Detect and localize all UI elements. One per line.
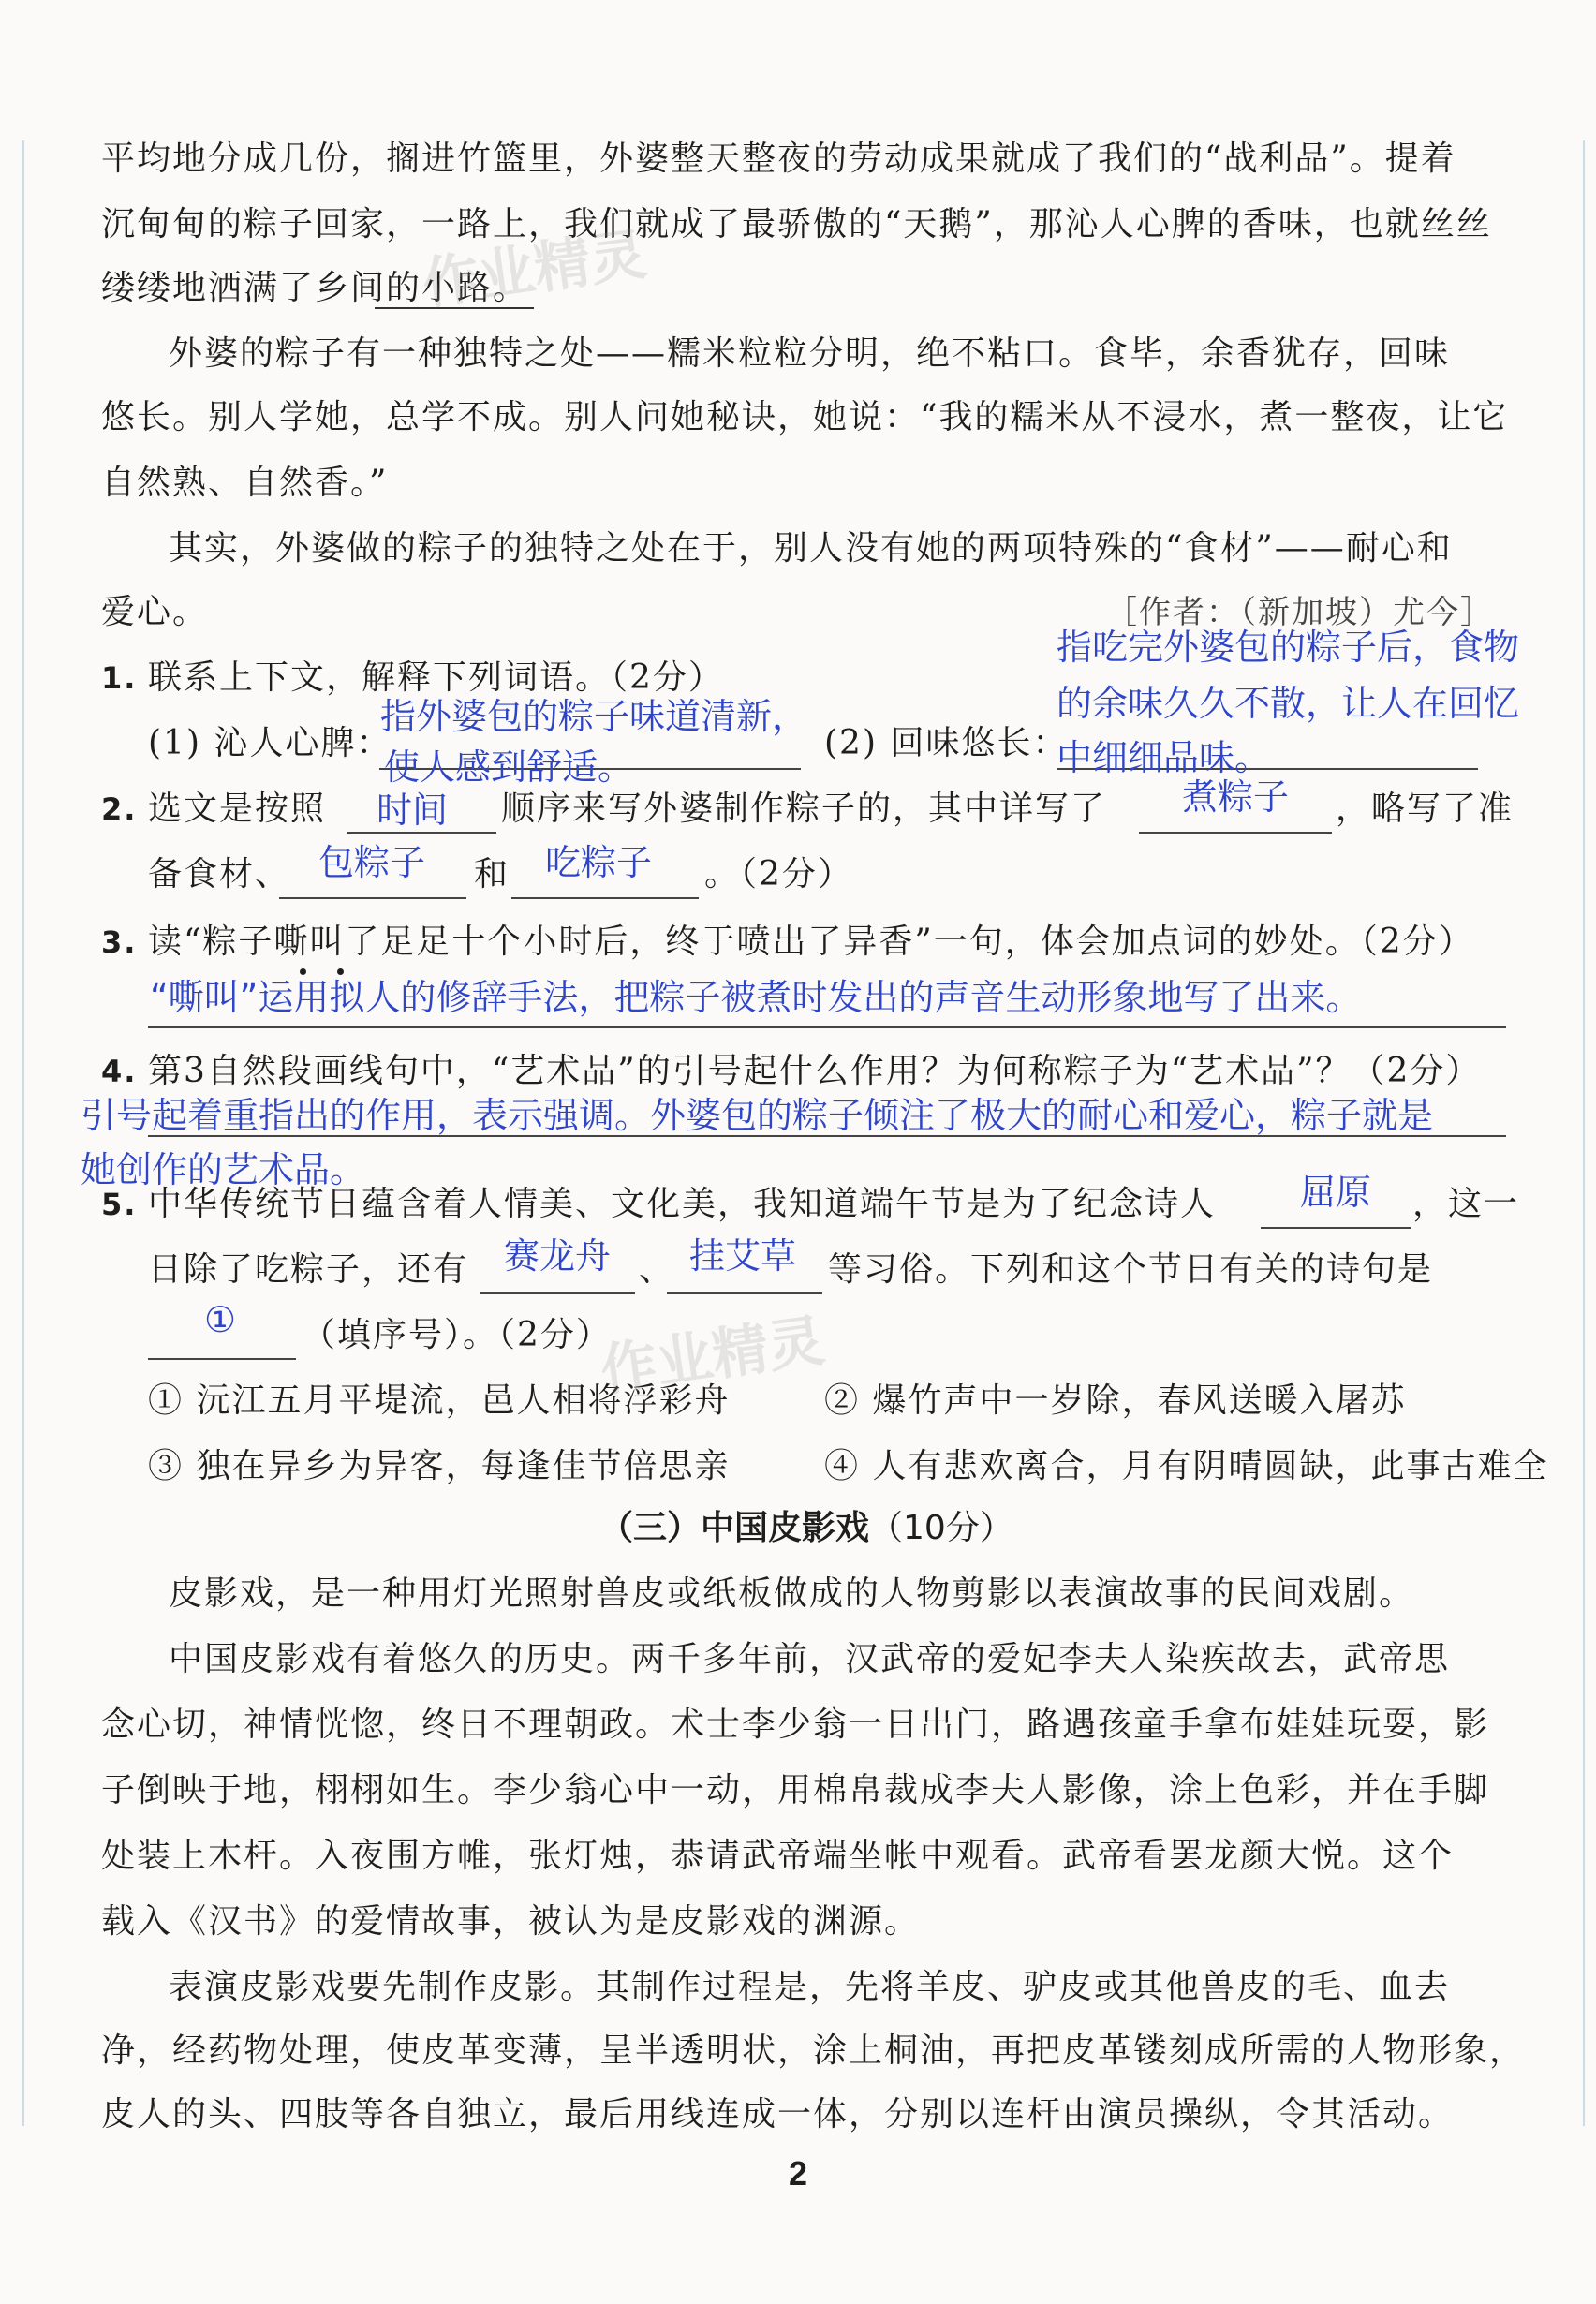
- passage-line: 悠长。别人学她，总学不成。别人问她秘诀，她说：“我的糯米从不浸水，煮一整夜，让它: [101, 398, 1509, 436]
- handwritten-answer: 中细细品味。: [1057, 737, 1271, 778]
- question-text: 选文是按照: [148, 790, 327, 828]
- question-number: 5.: [101, 1187, 138, 1222]
- question-text: 中华传统节日蕴含着人情美、文化美，我知道端午节是为了纪念诗人: [148, 1185, 1217, 1223]
- passage-line: 子倒映于地，栩栩如生。李少翁心中一动，用棉帛裁成李夫人影像，涂上色彩，并在手脚: [101, 1771, 1490, 1809]
- option-item: ③ 独在异乡为异客，每逢佳节倍思亲: [148, 1447, 731, 1485]
- answer-blank: [480, 1292, 635, 1294]
- answer-blank: [511, 897, 699, 899]
- question-text: ，这一: [1412, 1185, 1520, 1223]
- passage-line: 平均地分成几份，搁进竹篮里，外婆整天整夜的劳动成果就成了我们的“战利品”。提着: [101, 140, 1456, 178]
- question-text: 和: [474, 855, 510, 894]
- emphasis-dot: [300, 968, 306, 975]
- question-number: 1.: [101, 660, 138, 696]
- handwritten-answer: 时间: [377, 790, 449, 831]
- passage-line: 自然熟、自然香。”: [101, 464, 389, 502]
- passage-line: 念心切，神情恍惚，终日不理朝政。术士李少翁一日出门，路遇孩童手拿布娃娃玩耍，影: [101, 1706, 1490, 1744]
- passage-line: 其实，外婆做的粽子的独特之处在于，别人没有她的两项特殊的“食材”——耐心和: [169, 529, 1453, 568]
- question-text: （填序号）。（2分）: [302, 1316, 612, 1354]
- handwritten-answer: 挂艾草: [689, 1235, 797, 1277]
- handwritten-answer: “嘶叫”运用拟人的修辞手法，把粽子被煮时发出的声音生动形象地写了出来。: [150, 977, 1362, 1018]
- handwritten-answer: 指吃完外婆包的粽子后，食物: [1057, 627, 1520, 668]
- left-margin-line: [22, 140, 24, 2126]
- answer-blank: [148, 1026, 1506, 1028]
- question-text: 联系上下文，解释下列词语。（2分）: [148, 658, 724, 697]
- watermark: 作业精灵: [418, 221, 651, 318]
- passage-line: 中国皮影戏有着悠久的历史。两千多年前，汉武帝的爱妃李夫人染疾故去，武帝思: [169, 1640, 1451, 1678]
- passage-line: 沉甸甸的粽子回家，一路上，我们就成了最骄傲的“天鹅”，那沁人心脾的香味，也就丝丝: [101, 205, 1492, 244]
- question-number: 2.: [101, 791, 138, 827]
- handwritten-answer: 她创作的艺术品。: [81, 1149, 366, 1190]
- answer-blank: [279, 897, 466, 899]
- passage-line: 爱心。: [101, 593, 209, 631]
- handwritten-answer: ①: [204, 1299, 237, 1340]
- question-text: 第3自然段画线句中，“艺术品”的引号起什么作用？为何称粽子为“艺术品”？（2分）: [148, 1052, 1482, 1090]
- answer-blank: [148, 1135, 1506, 1137]
- watermark: 作业精灵: [596, 1307, 829, 1405]
- passage-line: 净，经药物处理，使皮革变薄，呈半透明状，涂上桐油，再把皮革镂刻成所需的人物形象，: [101, 2031, 1526, 2070]
- question-number: 3.: [101, 924, 138, 960]
- option-item: ② 爆竹声中一岁除，春风送暖入屠苏: [824, 1381, 1407, 1420]
- question-number: 4.: [101, 1054, 138, 1089]
- answer-blank: [347, 832, 496, 834]
- answer-blank: [667, 1292, 822, 1294]
- section-title: [599, 1508, 1013, 1549]
- question-text: 、: [639, 1250, 675, 1289]
- section-score: （10分）: [869, 1509, 1013, 1547]
- passage-line: 皮影戏，是一种用灯光照射兽皮或纸板做成的人物剪影以表演故事的民间戏剧。: [169, 1574, 1415, 1613]
- page-number: 2: [788, 2154, 808, 2193]
- handwritten-answer: 屈原: [1300, 1172, 1372, 1213]
- passage-line: 缕缕地洒满了乡间的小路。: [101, 269, 529, 307]
- passage-line: 表演皮影戏要先制作皮影。其制作过程是，先将羊皮、驴皮或其他兽皮的毛、血去: [169, 1968, 1451, 2006]
- question-text: 等习俗。下列和这个节日有关的诗句是: [828, 1250, 1434, 1289]
- sub-question-label: (1) 沁人心脾：: [148, 724, 392, 762]
- option-item: ① 沅江五月平堤流，邑人相将浮彩舟: [148, 1381, 731, 1420]
- handwritten-answer: 赛龙舟: [504, 1235, 612, 1277]
- option-item: ④ 人有悲欢离合，月有阴晴圆缺，此事古难全: [824, 1447, 1549, 1485]
- passage-line: 皮人的头、四肢等各自独立，最后用线连成一体，分别以连杆由演员操纵，令其活动。: [101, 2095, 1455, 2134]
- handwritten-answer: 的余味久久不散，让人在回忆: [1057, 683, 1520, 724]
- answer-blank: [1261, 1227, 1411, 1229]
- answer-blank: [1139, 832, 1332, 834]
- handwritten-answer: 吃粽子: [545, 842, 653, 883]
- handwritten-answer: 引号起着重指出的作用，表示强调。外婆包的粽子倾注了极大的耐心和爱心，粽子就是: [81, 1095, 1434, 1136]
- question-text: 。（2分）: [704, 855, 853, 894]
- sub-question-label: (2) 回味悠长：: [824, 724, 1069, 762]
- right-margin-line: [1583, 140, 1585, 2126]
- question-text: 读“粽子嘶叫了足足十个小时后，终于喷出了异香”一句，体会加点词的妙处。（2分）: [148, 923, 1474, 961]
- passage-line: 外婆的粽子有一种独特之处——糯米粒粒分明，绝不粘口。食毕，余香犹存，回味: [169, 334, 1451, 373]
- section-title-text: （三）中国皮影戏: [599, 1509, 870, 1547]
- handwritten-answer: 指外婆包的粽子味道清新，: [380, 696, 808, 737]
- question-text: 日除了吃粽子，还有: [148, 1250, 469, 1289]
- handwritten-answer: 使人感到舒适。: [384, 746, 634, 788]
- author-credit: ［作者：（新加坡）尤今］: [1105, 594, 1494, 631]
- question-text: 备食材、: [148, 855, 291, 894]
- passage-line: 处装上木杆。入夜围方帷，张灯烛，恭请武帝端坐帐中观看。武帝看罢龙颜大悦。这个: [101, 1837, 1455, 1875]
- question-text: ，略写了准: [1336, 790, 1515, 828]
- answer-blank: [148, 1358, 296, 1360]
- emphasis-dot: [337, 968, 344, 975]
- passage-line: 载入《汉书》的爱情故事，被认为是皮影戏的渊源。: [101, 1902, 921, 1941]
- handwritten-answer: 煮粽子: [1182, 776, 1290, 818]
- handwritten-answer: 包粽子: [318, 842, 426, 883]
- question-text: 顺序来写外婆制作粽子的，其中详写了: [501, 790, 1107, 828]
